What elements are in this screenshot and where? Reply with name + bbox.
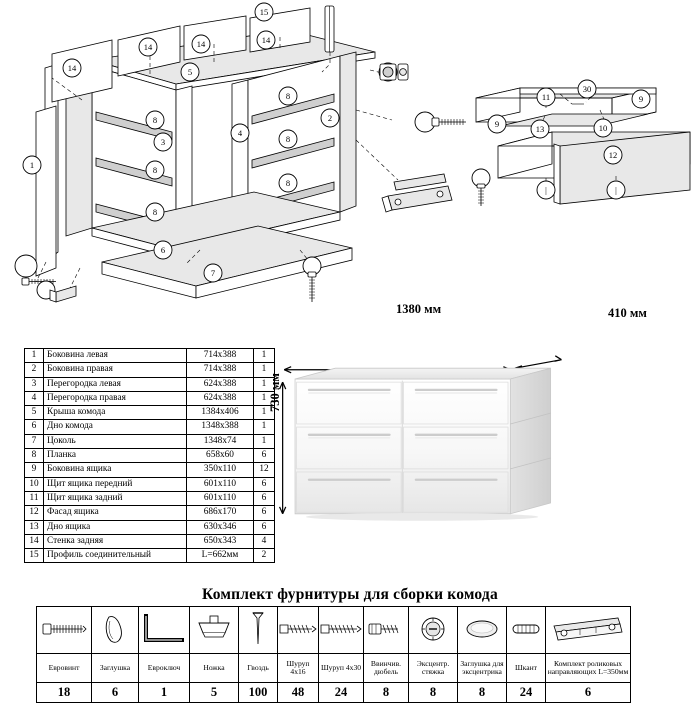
part-dimension: 650x343 xyxy=(187,534,254,548)
part-dimension: 1384x406 xyxy=(187,406,254,420)
hardware-item-count: 8 xyxy=(409,683,458,703)
part-name: Дно комода xyxy=(44,420,187,434)
hardware-item-count: 48 xyxy=(278,683,319,703)
part-quantity: 6 xyxy=(254,491,275,505)
part-dimension: 630x346 xyxy=(187,520,254,534)
part-number: 13 xyxy=(25,520,44,534)
part-quantity: 1 xyxy=(254,406,275,420)
table-row xyxy=(25,463,275,477)
svg-text:4: 4 xyxy=(237,128,243,138)
part-dimension: 1348x74 xyxy=(187,434,254,448)
svg-text:7: 7 xyxy=(210,268,216,278)
table-row xyxy=(25,363,275,377)
part-number: 11 xyxy=(25,491,44,505)
hardware-item-count: 100 xyxy=(239,683,278,703)
svg-text:8: 8 xyxy=(152,115,158,125)
part-quantity: 6 xyxy=(254,477,275,491)
part-number: 7 xyxy=(25,434,44,448)
part-dimension: 350x110 xyxy=(187,463,254,477)
table-row xyxy=(25,434,275,448)
drawer-slide-icon xyxy=(546,607,631,654)
hardware-item-label: Шуруп 4х30 xyxy=(319,654,364,683)
hardware-item-count: 6 xyxy=(92,683,139,703)
part-number: 12 xyxy=(25,506,44,520)
hardware-item-count: 24 xyxy=(507,683,546,703)
table-row xyxy=(25,477,275,491)
hardware-kit-table xyxy=(36,606,631,703)
part-dimension: 624x388 xyxy=(187,391,254,405)
part-name: Боковина ящика xyxy=(44,463,187,477)
svg-text:14: 14 xyxy=(261,35,271,45)
width-dimension-label: 1380 мм xyxy=(396,302,442,316)
part-dimension: 1348x388 xyxy=(187,420,254,434)
svg-text:5: 5 xyxy=(187,67,193,77)
svg-text:30: 30 xyxy=(582,84,592,94)
part-dimension: L=662мм xyxy=(187,549,254,563)
table-row xyxy=(25,534,275,548)
part-dimension: 624x388 xyxy=(187,377,254,391)
table-row xyxy=(25,349,275,363)
hardware-item-label: Шуруп 4х16 xyxy=(278,654,319,683)
svg-text:8: 8 xyxy=(152,207,158,217)
part-quantity: 4 xyxy=(254,534,275,548)
table-row xyxy=(25,377,275,391)
hardware-item-count: 8 xyxy=(458,683,507,703)
hardware-item-count: 5 xyxy=(190,683,239,703)
svg-text:11: 11 xyxy=(541,92,551,102)
part-dimension: 714x388 xyxy=(187,363,254,377)
svg-text:8: 8 xyxy=(285,91,291,101)
euro-screw-icon xyxy=(37,607,92,654)
part-quantity: 1 xyxy=(254,391,275,405)
table-row xyxy=(25,406,275,420)
parts-list-table xyxy=(24,348,275,563)
part-quantity: 6 xyxy=(254,506,275,520)
hardware-item-count: 8 xyxy=(364,683,409,703)
exploded-assembly-diagram xyxy=(0,0,700,320)
part-name: Боковина правая xyxy=(44,363,187,377)
svg-text:|: | xyxy=(615,185,617,195)
furniture-leg-icon xyxy=(190,607,239,654)
part-quantity: 2 xyxy=(254,549,275,563)
part-name: Щит ящика передний xyxy=(44,477,187,491)
hardware-item-label: Гвоздь xyxy=(239,654,278,683)
screw-4x30-icon xyxy=(319,607,364,654)
part-name: Дно ящика xyxy=(44,520,187,534)
part-quantity: 1 xyxy=(254,349,275,363)
hardware-item-label: Евровинт xyxy=(37,654,92,683)
svg-text:9: 9 xyxy=(494,119,500,129)
part-quantity: 1 xyxy=(254,434,275,448)
chest-of-drawers-photo xyxy=(278,338,594,544)
hardware-item-label: Комплект роликовых направляющих L=350мм xyxy=(546,654,631,683)
cap-plug-icon xyxy=(92,607,139,654)
hardware-item-count: 6 xyxy=(546,683,631,703)
part-name: Перегородка правая xyxy=(44,391,187,405)
svg-text:|: | xyxy=(545,185,547,195)
part-name: Крыша комода xyxy=(44,406,187,420)
part-name: Фасад ящика xyxy=(44,506,187,520)
hardware-kit-title: Комплект фурнитуры для сборки комода xyxy=(202,586,498,603)
part-number: 5 xyxy=(25,406,44,420)
part-name: Профиль соединительный xyxy=(44,549,187,563)
svg-text:13: 13 xyxy=(535,124,545,134)
height-dimension-label: 730 мм xyxy=(268,373,282,412)
part-name: Боковина левая xyxy=(44,349,187,363)
svg-text:8: 8 xyxy=(285,178,291,188)
svg-text:3: 3 xyxy=(160,137,166,147)
hardware-item-label: Эксцентр. стяжка xyxy=(409,654,458,683)
part-name: Стенка задняя xyxy=(44,534,187,548)
allen-key-icon xyxy=(139,607,190,654)
svg-text:14: 14 xyxy=(143,42,153,52)
part-number: 8 xyxy=(25,449,44,463)
nail-icon xyxy=(239,607,278,654)
hardware-item-count: 24 xyxy=(319,683,364,703)
table-row xyxy=(25,491,275,505)
part-quantity: 1 xyxy=(254,377,275,391)
hardware-item-label: Ввинчив. дюбель xyxy=(364,654,409,683)
part-dimension: 714x388 xyxy=(187,349,254,363)
part-number: 4 xyxy=(25,391,44,405)
svg-text:2: 2 xyxy=(327,113,333,123)
part-number: 3 xyxy=(25,377,44,391)
part-quantity: 6 xyxy=(254,520,275,534)
hardware-item-label: Заглушка для эксцентрика xyxy=(458,654,507,683)
part-quantity: 1 xyxy=(254,420,275,434)
cam-cover-icon xyxy=(458,607,507,654)
svg-text:6: 6 xyxy=(160,245,166,255)
svg-text:14: 14 xyxy=(67,63,77,73)
svg-text:12: 12 xyxy=(608,150,618,160)
svg-text:8: 8 xyxy=(152,165,158,175)
part-number: 10 xyxy=(25,477,44,491)
part-dimension: 601x110 xyxy=(187,477,254,491)
part-name: Щит ящика задний xyxy=(44,491,187,505)
part-name: Цоколь xyxy=(44,434,187,448)
part-number: 9 xyxy=(25,463,44,477)
part-name: Планка xyxy=(44,449,187,463)
hardware-item-label: Заглушка xyxy=(92,654,139,683)
part-quantity: 6 xyxy=(254,449,275,463)
screw-in-dowel-icon xyxy=(364,607,409,654)
table-row xyxy=(25,391,275,405)
svg-text:8: 8 xyxy=(285,134,291,144)
table-row xyxy=(25,506,275,520)
table-row xyxy=(25,420,275,434)
depth-dimension-label: 410 мм xyxy=(608,306,647,320)
part-dimension: 601x110 xyxy=(187,491,254,505)
hardware-item-label: Шкант xyxy=(507,654,546,683)
product-dimensions-figure xyxy=(268,300,686,550)
dowel-icon xyxy=(507,607,546,654)
hardware-item-label: Евроключ xyxy=(139,654,190,683)
table-row xyxy=(25,549,275,563)
part-number: 14 xyxy=(25,534,44,548)
svg-text:15: 15 xyxy=(259,7,269,17)
svg-text:9: 9 xyxy=(638,94,644,104)
svg-text:1: 1 xyxy=(29,160,35,170)
part-name: Перегородка левая xyxy=(44,377,187,391)
hardware-item-label: Ножка xyxy=(190,654,239,683)
part-number: 15 xyxy=(25,549,44,563)
part-dimension: 686x170 xyxy=(187,506,254,520)
table-row xyxy=(25,520,275,534)
hardware-item-count: 1 xyxy=(139,683,190,703)
part-number: 1 xyxy=(25,349,44,363)
cam-lock-icon xyxy=(409,607,458,654)
part-number: 6 xyxy=(25,420,44,434)
hardware-item-count: 18 xyxy=(37,683,92,703)
svg-text:10: 10 xyxy=(598,123,608,133)
part-number: 2 xyxy=(25,363,44,377)
part-quantity: 12 xyxy=(254,463,275,477)
table-row xyxy=(25,449,275,463)
part-dimension: 658x60 xyxy=(187,449,254,463)
svg-text:14: 14 xyxy=(196,39,206,49)
screw-4x16-icon xyxy=(278,607,319,654)
part-quantity: 1 xyxy=(254,363,275,377)
